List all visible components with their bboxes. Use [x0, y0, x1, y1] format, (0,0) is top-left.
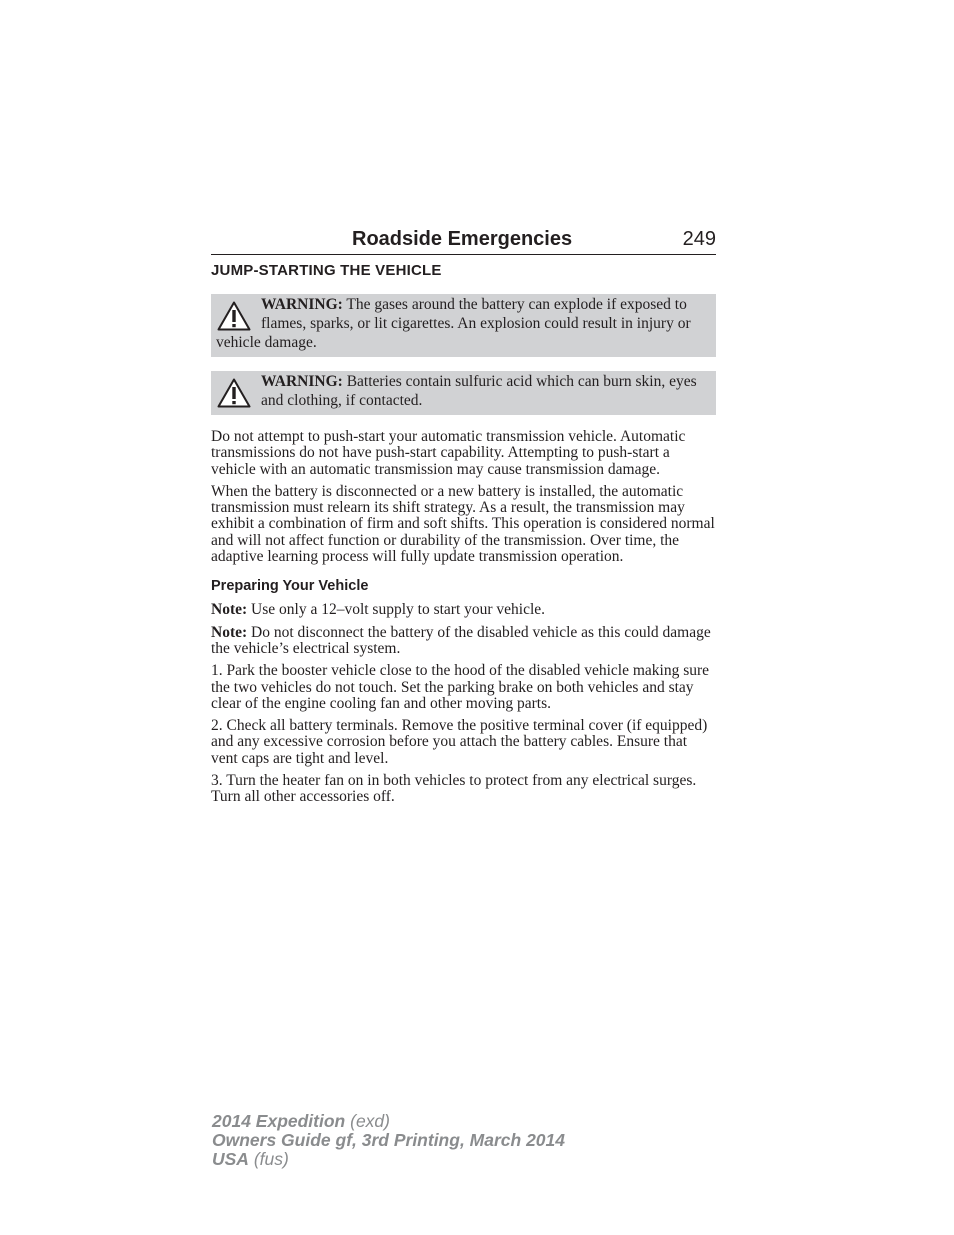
warning-box	[211, 371, 716, 415]
warning-box	[211, 294, 716, 357]
page-footer	[212, 1112, 565, 1169]
chapter-title: Roadside Emergencies	[352, 228, 573, 250]
step-item: 1. Park the booster vehicle close to the hood of the disabled vehicle making sure the two vehicles do not touch. Set the parking brake on both vehicles and stay clear of the engine cooling fan and other moving parts.	[211, 662, 710, 712]
note-text: Do not disconnect the battery of the disabled vehicle as this could damage the vehicle’s electrical system.	[211, 623, 711, 657]
step-item: 2. Check all battery terminals. Remove the positive terminal cover (if equipped) and any excessive corrosion before you attach the battery cables. Ensure that vent caps are tight and level.	[211, 717, 708, 767]
footer-market: USA	[212, 1149, 249, 1169]
step-item: 3. Turn the heater fan on in both vehicles to protect from any electrical surges. Turn all other accessories off.	[211, 772, 697, 806]
note-label: Note:	[211, 601, 248, 619]
footer-model: 2014 Expedition	[212, 1111, 346, 1131]
body-paragraph: Do not attempt to push-start your automatic transmission vehicle. Automatic transmissions do not have push-start capability. Attempting to push-start a vehicle with an automatic transmission may cause transmission damage.	[211, 428, 686, 478]
warning-label: WARNING:	[261, 373, 343, 390]
footer-line	[212, 1112, 565, 1131]
body-paragraph: When the battery is disconnected or a new battery is installed, the automatic transmission must relearn its shift strategy. As a result, the transmission may exhibit a combination of firm and soft shifts. This operation is considered normal and will not affect function or durability of the transmission. Over time, the adaptive learning process will fully update transmission operation.	[211, 482, 715, 566]
warning-label: WARNING:	[261, 296, 343, 313]
warning-text: The gases around the battery can explode if exposed to flames, sparks, or lit cigarettes. An explosion could result in injury or vehicle damage.	[216, 296, 691, 351]
page-header	[211, 228, 716, 255]
footer-model-code: (exd)	[345, 1111, 390, 1131]
note	[211, 625, 716, 658]
footer-market-code: (fus)	[248, 1149, 289, 1169]
page-number: 249	[682, 228, 716, 250]
warning-text: Batteries contain sulfuric acid which can burn skin, eyes and clothing, if contacted.	[261, 373, 697, 409]
note-label: Note:	[211, 623, 248, 641]
subsection-title: Preparing Your Vehicle	[211, 578, 369, 595]
footer-line	[212, 1150, 565, 1169]
section-title: JUMP-STARTING THE VEHICLE	[211, 262, 442, 279]
note	[211, 602, 716, 618]
warning-triangle-icon	[217, 301, 251, 331]
manual-page	[211, 228, 716, 812]
footer-line	[212, 1131, 565, 1150]
warning-triangle-icon	[217, 378, 251, 408]
footer-edition: Owners Guide gf, 3rd Printing, March 2014	[212, 1130, 565, 1150]
note-text: Use only a 12–volt supply to start your vehicle.	[247, 601, 546, 619]
